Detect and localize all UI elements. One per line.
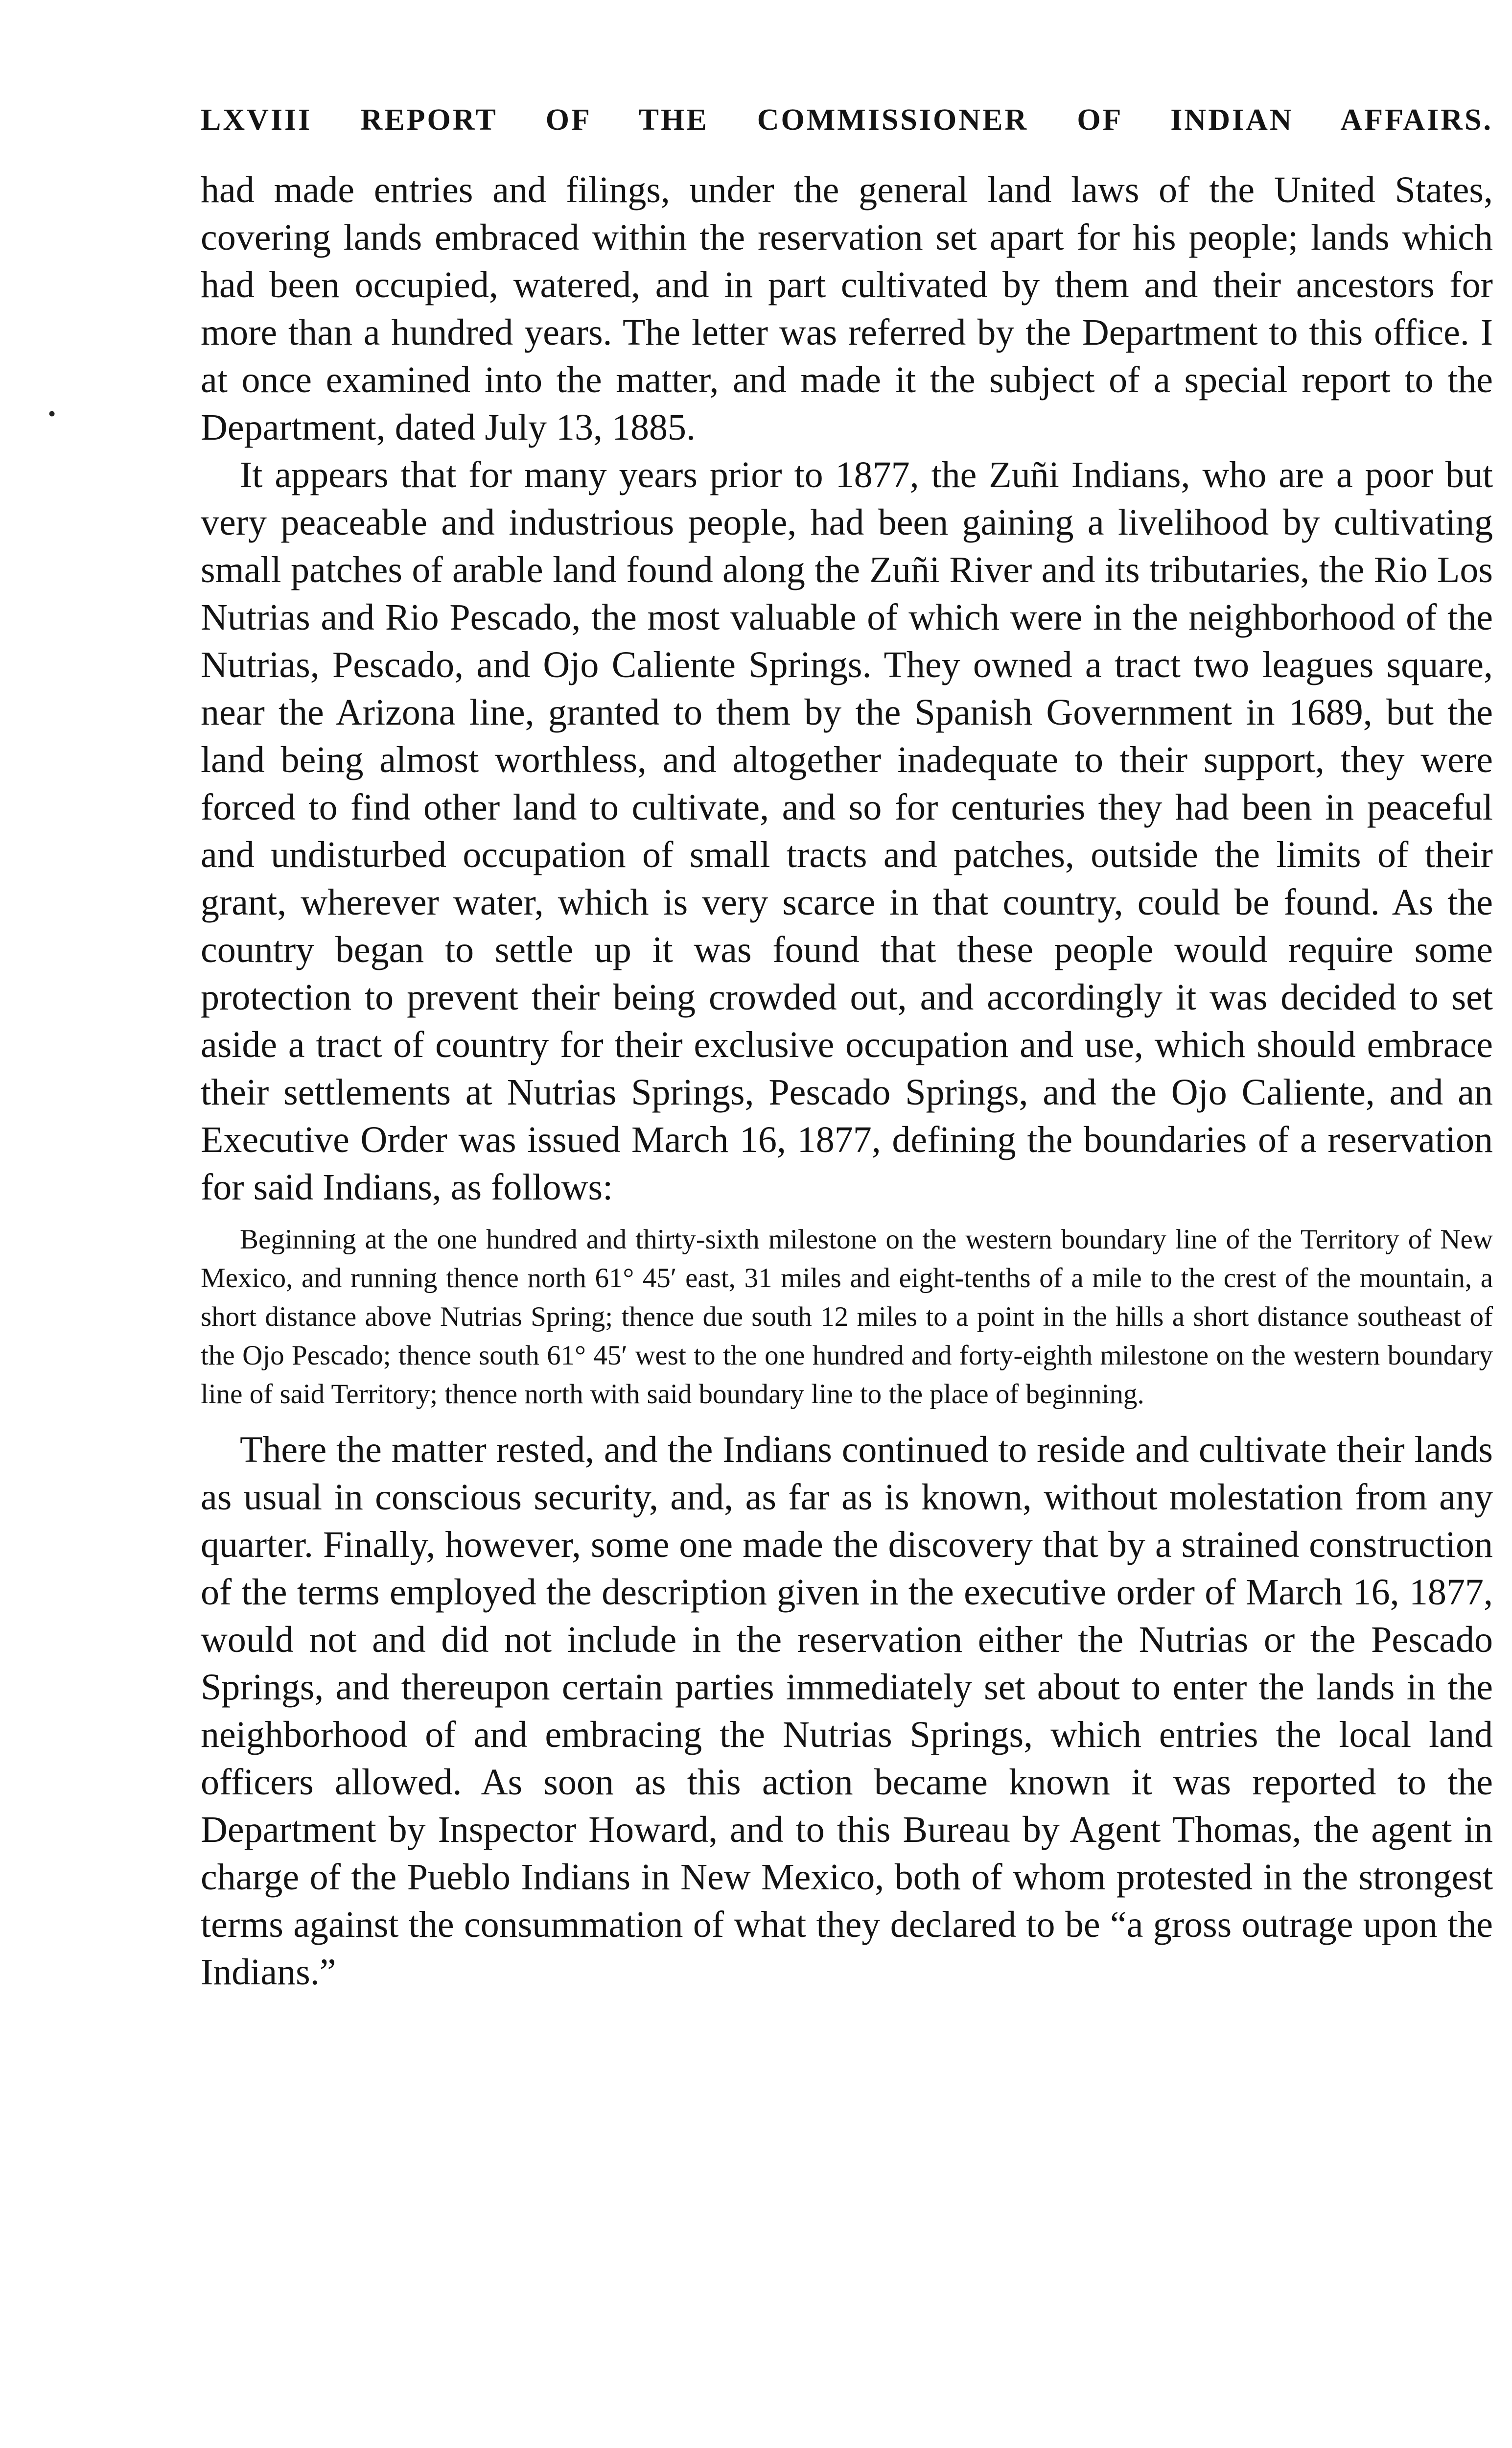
margin-mark: • [48,401,56,426]
running-title: REPORT OF THE COMMISSIONER OF INDIAN AFFAIRS. [360,103,1493,137]
paragraph-closing: There the matter rested, and the Indians continued to reside and cultivate their lands as usual in conscious security, and, as far as is known, without molestation from any quarter. Finally, however, some one made the discovery that by a strained construction of the terms employed the description given in the executive order of March 16, 1877, would not and did not include in the reservation either the Nutrias or the Pescado Springs, and thereupon certain parties immediately set about to enter the lands in the neighborhood of and embracing the Nutrias Springs, which entries the local land officers allowed. As soon as this action became known it was reported to the Department by Inspector Howard, and to this Bureau by Agent Thomas, the agent in charge of the Pueblo Indians in New Mexico, both of whom protested in the strongest terms against the consummation of what they declared to be “a gross outrage upon the Indians.” [201,1429,1493,1993]
folio-number: LXVIII [201,103,312,137]
page-content [201,93,1493,1996]
executive-order-quote: Beginning at the one hundred and thirty-sixth milestone on the western boundary line of the Territory of New Mexico, and running thence north 61° 45′ east, 31 miles and eight-tenths of a mile to the crest of the mountain, a short distance above Nutrias Spring; thence due south 12 miles to a point in the hills a short distance southeast of the Ojo Pescado; thence south 61° 45′ west to the one hundred and forty-eighth milestone on the western boundary line of said Territory; thence north with said boundary line to the place of beginning. [201,1224,1493,1410]
running-head [201,93,1493,147]
paragraph-continued: had made entries and filings, under the general land laws of the United States, covering lands embraced within the reservation set apart for his people; lands which had been occupied, watered, and in part cultivated by them and their ancestors for more than a hundred years. The letter was referred by the Department to this office. I at once examined into the matter, and made it the subject of a special report to the Department, dated July 13, 1885. [201,169,1493,448]
paragraph-zuni-history: It appears that for many years prior to 1877, the Zuñi Indians, who are a poor but very peaceable and industrious people, had been gaining a livelihood by cultivating small patches of arable land found along the Zuñi River and its tributaries, the Rio Los Nutrias and Rio Pescado, the most valuable of which were in the neighborhood of the Nutrias, Pescado, and Ojo Caliente Springs. They owned a tract two leagues square, near the Arizona line, granted to them by the Spanish Government in 1689, but the land being almost worthless, and altogether inadequate to their support, they were forced to find other land to cultivate, and so for centuries they had been in peaceful and undisturbed occupation of small tracts and patches, outside the limits of their grant, wherever water, which is very scarce in that country, could be found. As the country began to settle up it was found that these people would require some protection to prevent their being crowded out, and accordingly it was decided to set aside a tract of country for their exclusive occupation and use, which should embrace their settlements at Nutrias Springs, Pescado Springs, and the Ojo Caliente, and an Executive Order was issued March 16, 1877, defining the boundaries of a reservation for said Indians, as follows: [201,454,1493,1208]
